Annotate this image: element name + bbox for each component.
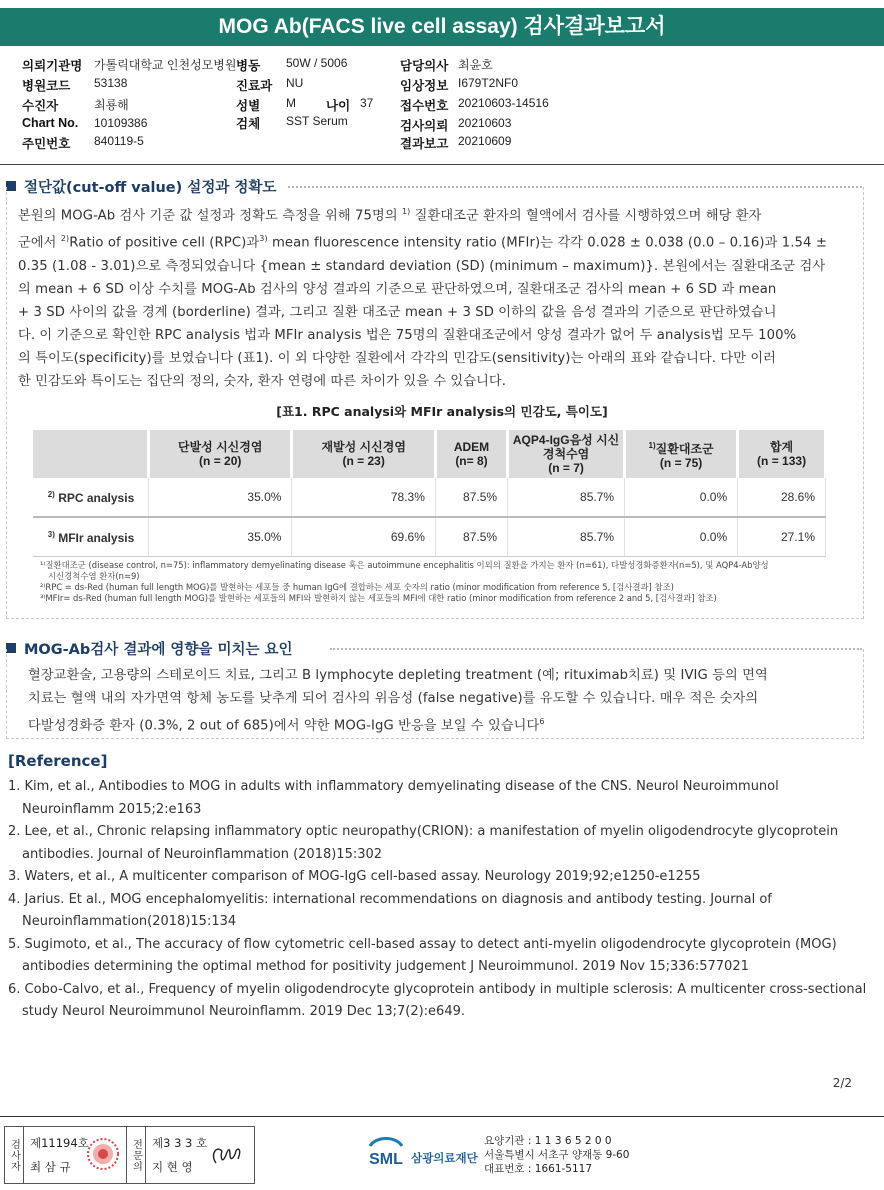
reference-item: 5. Sugimoto, et al., The accuracy of flow cytometric cell-based assay to detect anti-myelin oligodendrocyte glycoprotein (MOG) antibodies determining the optimal method for positivity judgement J Neuroimmunol. 2019 Nov 15;336:577021 [8, 936, 837, 974]
value-ward: 50W / 5006 [286, 56, 348, 70]
report-footer [0, 1122, 884, 1182]
svg-text:SML: SML [369, 1151, 403, 1168]
value-resident-no: 840119-5 [94, 134, 144, 148]
label-test-request: 검사의뢰 [400, 119, 449, 133]
col-header: AQP4-IgG음성 시신경척수염 (n = 7) [508, 430, 625, 478]
lab-code: 요양기관 : 1 1 3 6 5 2 0 0 [484, 1135, 612, 1147]
red-seal-icon [86, 1137, 120, 1171]
label-department: 진료과 [236, 79, 273, 93]
col-header: $^{1)}$질환대조군 (n = 75) [625, 430, 738, 478]
reference-item: 6. Cobo-Calvo, et al., Frequency of myelin oligodendrocyte glycoprotein antibody in multiple sclerosis: A multicenter cross-sectional study Neurol Neuroimmunol Neuroinflamm. 2019 Dec 13;7(2):e649. [8, 981, 867, 1019]
table-cell: 69.6% [292, 517, 435, 557]
specialist-name: 지 현 영 [152, 1160, 193, 1174]
value-hospital-code: 53138 [94, 76, 128, 90]
label-hospital-code: 병원코드 [22, 79, 71, 93]
value-requesting-institution: 가톨릭대학교 인천성모병원 [94, 58, 237, 72]
table-cell: 35.0% [149, 478, 292, 517]
footnote: 시신경척수염 환자(n=9) [48, 571, 140, 581]
row-label: $^{3)}$ MFIr analysis [33, 517, 149, 557]
table-footnotes [40, 560, 840, 604]
footnote: ³⁾MFIr= ds-Red (human full length MOG)를 발현하는 세포들의 MFI와 발현하지 않는 세포들의 MFI에 대한 ratio (minor modification from reference 2 and 5, [검사결과] 참조) [40, 593, 717, 603]
lab-phone: 대표번호 : 1661-5117 [484, 1163, 593, 1175]
table-cell: 85.7% [508, 517, 625, 557]
label-sex: 성별 [236, 99, 261, 113]
label-receipt-no: 접수번호 [400, 99, 449, 113]
table-row [33, 478, 826, 517]
para-line: 혈장교환술, 고용량의 스테로이드 치료, 그리고 B lymphocyte depleting treatment (예; rituximab치료) 및 IVIG 등의 면역 [28, 668, 768, 683]
value-age: 37 [360, 96, 374, 110]
signature-icon [206, 1141, 246, 1171]
col-header: ADEM (n= 8) [435, 430, 507, 478]
table-cell: 0.0% [625, 517, 738, 557]
value-department: NU [286, 76, 304, 90]
label-age: 나이 [326, 99, 351, 113]
section-cutoff-paragraph [18, 200, 850, 393]
label-doctor: 담당의사 [400, 59, 449, 73]
page-number: 2/2 [832, 1076, 852, 1090]
col-header: 재발성 시신경염 (n = 23) [292, 430, 435, 478]
table-corner [33, 430, 149, 478]
para-line: 0.35 (1.08 - 3.01)으로 측정되었습니다 {mean ± standard deviation (SD) (minimum – maximum)}. 본원에서는 질환대조군 검사 [18, 258, 826, 274]
section-factors-heading-text: MOG-Ab검사 결과에 영향을 미치는 요인 [24, 642, 293, 658]
reference-item: 1. Kim, et al., Antibodies to MOG in adults with inflammatory demyelinating disease of the CNS. Neurol Neuroimmunol Neuroinflamm 2015;2:e163 [8, 779, 779, 817]
lab-info [484, 1134, 629, 1176]
label-chart-no: Chart No. [22, 116, 79, 130]
specialist-cell [146, 1127, 254, 1183]
col-header: 단발성 시신경염 (n = 20) [149, 430, 292, 478]
table-cell: 0.0% [625, 478, 738, 517]
inspector-cell [24, 1127, 127, 1183]
footnote: ¹⁾질환대조군 (disease control, n=75): inflammatory demyelinating disease 혹은 autoimmune encephalitis 이외의 질환을 가지는 환자 (n=61), 다발성경화증환자(n=5), 및 AQP4-Ab양성 [40, 560, 769, 570]
col-header: 합계 (n = 133) [738, 430, 826, 478]
footnote: ²⁾RPC = ds-Red (human full length MOG)를 발현하는 세포들 중 human IgG에 결합하는 세포 숫자의 ratio (minor modification from reference 5, [검사결과] 참조) [40, 582, 674, 592]
para-line: 의 특이도(specificity)를 보였습니다 (표1). 이 외 다양한 질환에서 각각의 민감도(sensitivity)는 아래의 표와 같습니다. 다만 이러 [18, 350, 777, 366]
signature-box [4, 1126, 255, 1184]
lab-address: 서울특별시 서초구 양재동 9-60 [484, 1149, 630, 1161]
footer-divider [0, 1116, 884, 1117]
inspector-label: 검사자 [5, 1127, 24, 1183]
para-line: 다. 이 기준으로 확인한 RPC analysis 법과 MFIr analysis 법은 75명의 질환대조군에서 양성 결과가 없어 두 analysis법 모두 100% [18, 327, 797, 343]
label-result-report: 결과보고 [400, 137, 449, 151]
table-caption: [표1. RPC analysi와 MFIr analysis의 민감도, 특이도] [276, 404, 608, 419]
label-ward: 병동 [236, 59, 261, 73]
value-test-request: 20210603 [458, 116, 512, 130]
para-line: + 3 SD 사이의 값을 경계 (borderline) 결과, 그리고 질환 대조군 mean + 3 SD 이하의 값을 음성 결과의 기준으로 판단하였습니 [18, 304, 777, 320]
sml-logo [366, 1134, 478, 1170]
para-line: 의 mean + 6 SD 이상 수치를 MOG-Ab 검사의 양성 결과의 기준으로 판단하였으며, 질환대조군 검사의 mean + 6 SD 과 mean [18, 281, 777, 297]
value-sex: M [286, 96, 296, 110]
para-line: 군에서 $^{2)}$Ratio of positive cell (RPC)과$^{3)}$ mean fluorescence intensity ratio (MFIr)는 각각 0.028 ± 0.038 (0.0 – 0.16)과 1.54 ± [18, 234, 827, 251]
para-line: 다발성경화증 환자 (0.3%, 2 out of 685)에서 약한 MOG-IgG 반응을 보일 수 있습니다$^6$ [28, 717, 545, 734]
label-specimen: 검체 [236, 117, 261, 131]
value-patient-name: 최룡해 [94, 98, 129, 112]
value-receipt-no: 20210603-14516 [458, 96, 549, 110]
para-line: 한 민감도와 특이도는 집단의 정의, 숫자, 환자 연령에 따른 차이가 있을 수 있습니다. [18, 373, 507, 389]
value-clinical-info: I679T2NF0 [458, 76, 519, 90]
section-cutoff-heading-text: 절단값(cut-off value) 설정과 정확도 [24, 180, 277, 196]
label-patient-name: 수진자 [22, 99, 59, 113]
table-cell: 85.7% [508, 478, 625, 517]
value-doctor: 최윤호 [458, 58, 493, 72]
label-requesting-institution: 의뢰기관명 [22, 59, 83, 73]
specialist-label: 전문의 [127, 1127, 146, 1183]
label-clinical-info: 임상정보 [400, 79, 449, 93]
para-line: 치료는 혈액 내의 자가면역 항체 농도를 낮추게 되어 검사의 위음성 (false negative)를 유도할 수 있습니다. 매우 적은 숫자의 [28, 691, 759, 706]
value-specimen: SST Serum [286, 114, 348, 128]
specialist-license: 제3 3 3 호 [152, 1136, 208, 1150]
table-cell: 78.3% [292, 478, 435, 517]
row-label: $^{2)}$ RPC analysis [33, 478, 149, 517]
report-title: MOG Ab(FACS live cell assay) 검사결과보고서 [0, 8, 884, 46]
table-cell: 28.6% [738, 478, 826, 517]
table-cell: 27.1% [738, 517, 826, 557]
table-cell: 35.0% [149, 517, 292, 557]
table-row [33, 517, 826, 557]
inspector-name: 최 삼 규 [30, 1160, 71, 1174]
section-factors-paragraph [28, 664, 860, 737]
sml-logo-icon [366, 1134, 406, 1170]
reference-title: [Reference] [8, 752, 108, 770]
header-divider [0, 164, 884, 165]
table-cell: 87.5% [435, 517, 507, 557]
reference-list [8, 776, 868, 1024]
para-line: 본원의 MOG-Ab 검사 기준 값 설정과 정확도 측정을 위해 75명의 $^{1)}$ 질환대조군 환자의 혈액에서 검사를 시행하였으며 해당 환자 [18, 207, 762, 224]
reference-item: 2. Lee, et al., Chronic relapsing inflammatory optic neuropathy(CRION): a manifestation of myelin oligodendrocyte glycoprotein antibodies. Journal of Neuroinflammation (2018)15:302 [8, 824, 839, 862]
value-result-report: 20210609 [458, 134, 512, 148]
reference-item: 3. Waters, et al., A multicenter comparison of MOG-IgG cell-based assay. Neurology 2019;92;e1250-e1255 [8, 869, 701, 884]
value-chart-no: 10109386 [94, 116, 148, 130]
org-name: 삼광의료재단 [411, 1151, 478, 1165]
table-cell: 87.5% [435, 478, 507, 517]
label-resident-no: 주민번호 [22, 137, 71, 151]
reference-item: 4. Jarius. Et al., MOG encephalomyelitis: international recommendations on diagnosis and antibody testing. Journal of Neuroinflammation(2018)15:134 [8, 891, 772, 929]
table-header-row [33, 430, 826, 478]
inspector-license: 제11194호 [30, 1136, 89, 1150]
patient-info [0, 54, 884, 164]
sensitivity-table [33, 430, 827, 557]
